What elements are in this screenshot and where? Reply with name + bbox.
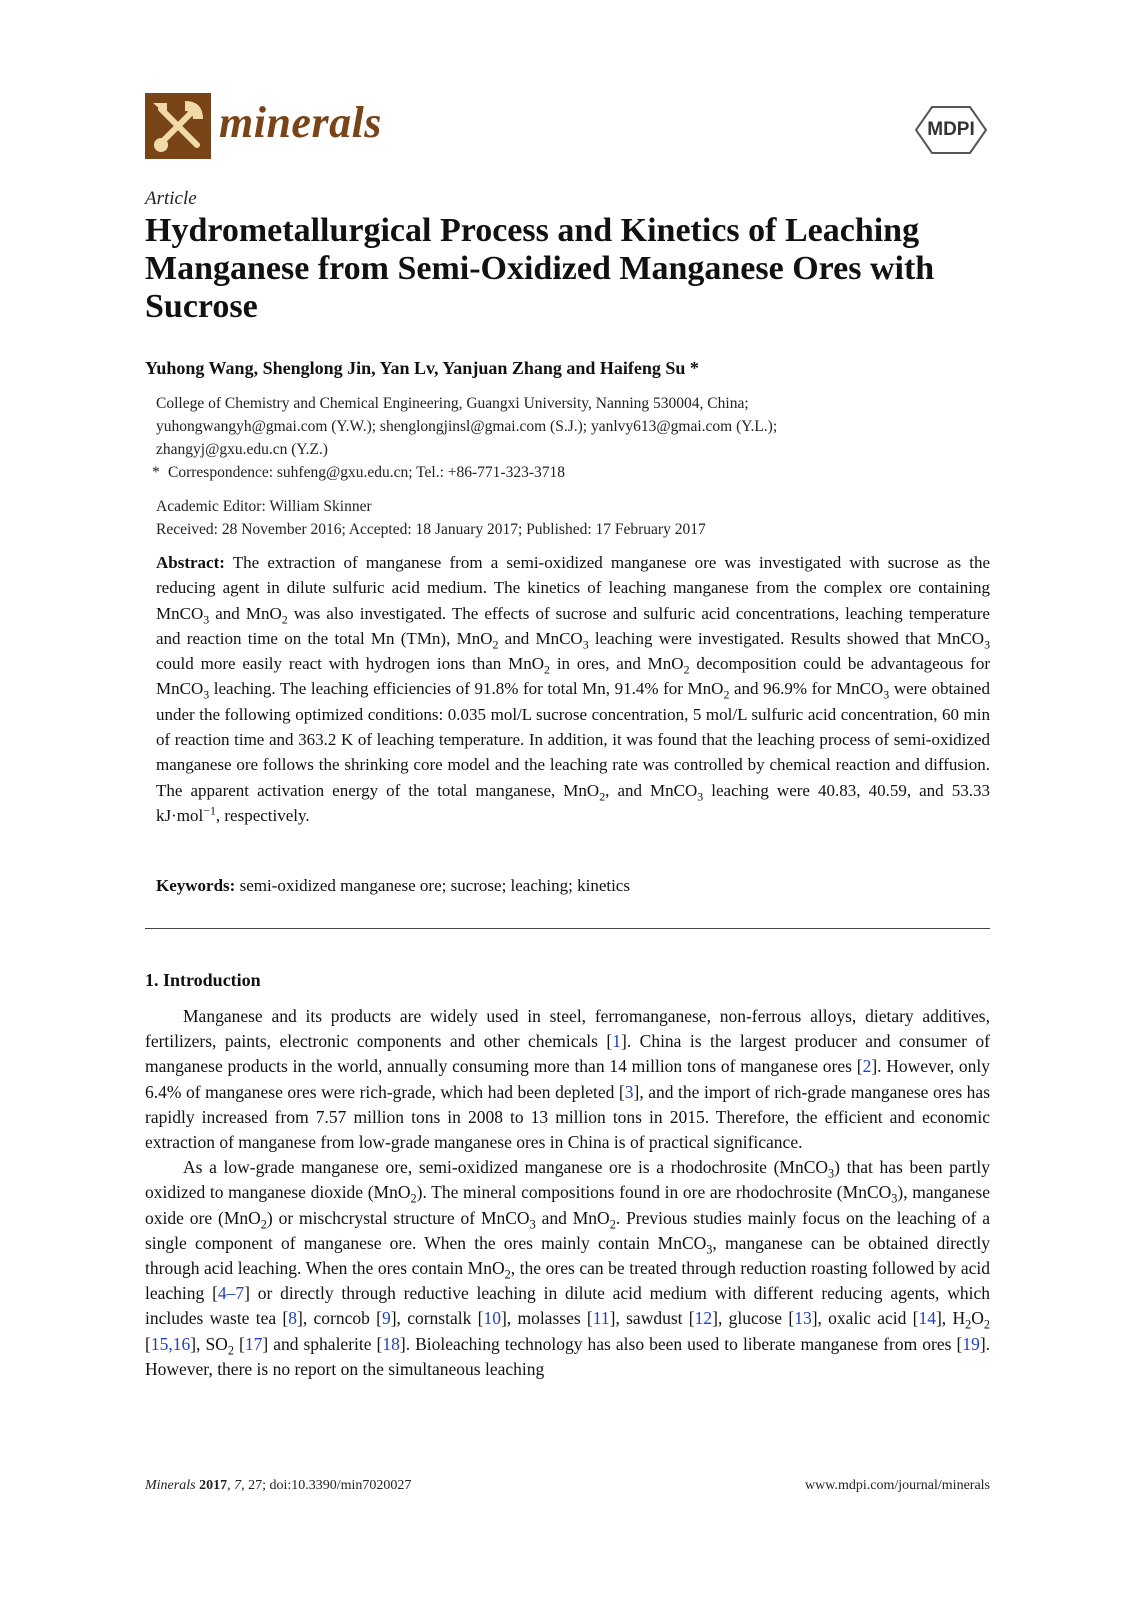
citation-link[interactable]: 14	[918, 1308, 936, 1329]
publisher-name: MDPI	[927, 119, 975, 140]
academic-editor: Academic Editor: William Skinner	[156, 498, 372, 515]
section-divider	[145, 928, 990, 929]
correspondence	[152, 461, 996, 484]
citation-link[interactable]: 10	[483, 1308, 501, 1329]
correspondence-text: Correspondence: suhfeng@gxu.edu.cn; Tel.: +86-771-323-3718	[168, 464, 566, 481]
page-header	[145, 93, 990, 159]
journal-logo-icon	[145, 93, 211, 159]
abstract-label: Abstract:	[156, 553, 225, 572]
citation-link[interactable]: 3	[624, 1081, 634, 1102]
abstract-text: The extraction of manganese from a semi-oxidized manganese ore was investigated with sucrose as the reducing agent in dilute sulfuric acid medium. The kinetics of leaching manganese from the complex ore containing MnCO$_3$ and MnO$_2$ was also investigated. The effects of sucrose and sulfuric acid concentrations, leaching temperature and reaction time on the total Mn (TMn), MnO$_2$ and MnCO$_3$ leaching were investigated. Results showed that MnCO$_3$ could more easily react with hydrogen ions than MnO$_2$ in ores, and MnO$_2$ decomposition could be advantageous for MnCO$_3$ leaching. The leaching efficiencies of 91.8% for total Mn, 91.4% for MnO$_2$ and 96.9% for MnCO$_3$ were obtained under the following optimized conditions: 0.035 mol/L sucrose concentration, 5 mol/L sulfuric acid concentration, 60 min of reaction time and 363.2 K of leaching temperature. In addition, it was found that the leaching process of semi-oxidized manganese ore follows the shrinking core model and the leaching rate was controlled by chemical reaction and diffusion. The apparent activation energy of the total manganese, MnO$_2$, and MnCO$_3$ leaching were 40.83, 40.59, and 53.33 kJ·mol$^{-1}$, respectively.	[156, 553, 991, 825]
citation-link[interactable]: 15,16	[150, 1333, 191, 1354]
keywords-label: Keywords:	[156, 876, 236, 895]
footer-article-no: 27	[248, 1478, 263, 1493]
publication-dates: Received: 28 November 2016; Accepted: 18 January 2017; Published: 17 February 2017	[156, 521, 706, 538]
citation-link[interactable]: 9	[381, 1308, 391, 1329]
citation-link[interactable]: 1	[612, 1031, 621, 1052]
article-type: Article	[145, 188, 197, 209]
correspondence-marker: *	[152, 464, 160, 481]
affiliation-line: yuhongwangyh@gmai.com (Y.W.); shenglongjinsl@gmai.com (S.J.); yanlvy613@gmai.com (Y.L.);	[156, 418, 778, 435]
affiliation-line: zhangyj@gxu.edu.cn (Y.Z.)	[156, 441, 328, 458]
author-list: Yuhong Wang, Shenglong Jin, Yan Lv, Yanjuan Zhang and Haifeng Su *	[145, 358, 699, 378]
paragraph: Manganese and its products are widely used in steel, ferromanganese, non-ferrous alloys, dietary additives, fertilizers, paints, electronic components and other chemicals [1]. China is the largest producer and consumer of manganese products in the world, annually consuming more than 14 million tons of manganese ores [2]. However, only 6.4% of manganese ores were rich-grade, which had been depleted [3], and the import of rich-grade manganese ores has rapidly increased from 7.57 million tons in 2008 to 13 million tons in 2015. Therefore, the efficient and economic extraction of manganese from low-grade manganese ores in China is of practical significance.	[145, 1006, 991, 1153]
keywords	[156, 876, 630, 896]
citation-link[interactable]: 4–7	[217, 1283, 245, 1304]
affiliation-line: College of Chemistry and Chemical Engineering, Guangxi University, Nanning 530004, China;	[156, 395, 749, 412]
footer-journal: Minerals	[145, 1478, 196, 1493]
citation-link[interactable]: 13	[794, 1308, 812, 1329]
footer-doi: doi:10.3390/min7020027	[269, 1478, 412, 1493]
citation-link[interactable]: 17	[244, 1333, 263, 1354]
paragraph: As a low-grade manganese ore, semi-oxidized manganese ore is a rhodochrosite (MnCO$_3$) that has been partly oxidized to manganese dioxide (MnO$_2$). The mineral compositions found in ore are rhodochrosite (MnCO$_3$), manganese oxide ore (MnO$_2$) or mischcrystal structure of MnCO$_3$ and MnO$_2$. Previous studies mainly focus on the leaching of a single component of manganese ore. When the ores mainly contain MnCO$_3$, manganese can be obtained directly through acid leaching. When the ores contain MnO$_2$, the ores can be treated through reduction roasting followed by acid leaching [4–7] or directly through reductive leaching in dilute acid medium with different reducing agents, which includes waste tea [8], corncob [9], cornstalk [10], molasses [11], sawdust [12], glucose [13], oxalic acid [14], $H_2O_2$ [15,16], $SO_2$ [17] and sphalerite [18]. Bioleaching technology has also been used to liberate manganese from ores [19]. However, there is no report on the simultaneous leaching	[145, 1157, 991, 1379]
citation-footer: Minerals 2017, 7, 27; doi:10.3390/min7020027	[145, 1478, 412, 1493]
introduction-body	[145, 1004, 990, 1382]
citation-link[interactable]: 12	[694, 1308, 713, 1329]
abstract	[156, 550, 990, 828]
footer-volume: 7	[234, 1478, 242, 1493]
section-heading: 1. Introduction	[145, 970, 261, 990]
citation-link[interactable]: 2	[862, 1056, 872, 1077]
footer-year: 2017	[199, 1478, 228, 1493]
publisher-logo	[912, 103, 990, 157]
journal-name: minerals	[219, 98, 382, 147]
citation-link[interactable]: 8	[288, 1308, 297, 1329]
affiliations	[152, 392, 996, 484]
editorial-info	[156, 495, 706, 541]
article-title: Hydrometallurgical Process and Kinetics of Leaching Manganese from Semi-Oxidized Manganese Ores with Sucrose	[145, 212, 935, 325]
journal-url-link[interactable]: www.mdpi.com/journal/minerals	[805, 1478, 990, 1493]
citation-link[interactable]: 11	[592, 1308, 610, 1329]
citation-link[interactable]: 19	[962, 1333, 980, 1354]
keywords-text: semi-oxidized manganese ore; sucrose; leaching; kinetics	[239, 876, 630, 895]
citation-link[interactable]: 18	[382, 1333, 400, 1354]
